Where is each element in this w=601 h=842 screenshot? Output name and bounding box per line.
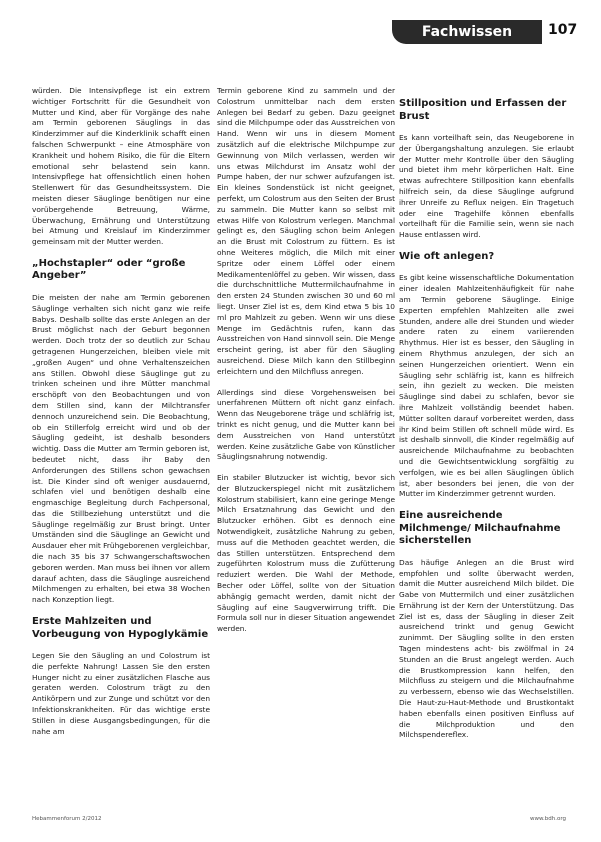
paragraph: Es gibt keine wissenschaftliche Dokumentation einer idealen Mahlzeitenhäufigkeit für nahe am Termin geborene Säuglinge. Einige Experten empfehlen Mahlzeiten alle zwei Stunden, andere alle drei Stunden und wieder andere raten zu einem variierenden Rhythmus. Hier ist es besser, den Säugling in einem Rhythmus anzulegen, der sich an seinen Hungerzeichen orientiert. Wenn ein Säugling sehr schläfrig ist, kann es hilfreich sein, ihn gezielt zu wecken. Die meisten Säuglinge sind dabei zu schlafen, bevor sie ihre Mahlzeit vollständig beendet haben. Mütter sollten darauf vorbereitet werden, dass ihr Kind beim Stillen oft schnell müde wird. Es ist deshalb sinnvoll, die Kinder regelmäßig auf ausreichende Milchaufnahme zu beobachten und die Gewichtsentwicklung sorgfältig zu verfolgen, wie es bei allen Säuglingen üblich ist, aber besonders bei jenen, die von der Mutter im Kinderzimmer getrennt wurden. [399, 273, 574, 499]
subheading: Wie oft anlegen? [399, 250, 495, 262]
footer-journal-issue: Hebammenforum 2/2012 [32, 816, 102, 822]
subheading: Stillposition und Erfassen der Brust [399, 98, 567, 122]
paragraph: Allerdings sind diese Vorgehensweisen bei unerfahrenen Müttern oft nicht ganz einfach. Wenn das Neugeborene träge und schläfrig ist, trinkt es nicht genug, und die Mutter kann bei dem Ausstreichen von Hand unterstützt werden. Keine zusätzliche Gabe von Künstlicher Säuglingsnahrung notwendig. [217, 387, 395, 462]
column-left [32, 86, 210, 747]
paragraph: Die meisten der nahe am Termin geborenen Säuglinge verhalten sich nicht ganz wie reife Babys. Deshalb sollte das erste Anlegen an der Brust möglichst nach der Geburt begonnen werden. Doch trotz der so deutlich zur Schau getragenen Hungerzeichen, bleiben viele mit „großen Augen“ und ohne Verhaltenszeichen ans Stillen. Obwohl diese Säuglinge gut zu trinken scheinen und ihre Mütter manchmal erschöpft von den Beobachtungen und von dem Stillen sind, kann der Milchtransfer dennoch unzureichend sein. Die Beobachtung, ob ein Stillerfolg erreicht wird und ob der Säugling gedeiht, ist deshalb besonders wichtig. Dass die Mutter am Termin geboren ist, bedeutet nicht, dass ihr Baby den Anforderungen des Stillens schon gewachsen ist. Die Kinder sind oft weniger ausdauernd, schlafen viel und benötigen deshalb eine engmaschige Begleitung durch Fachpersonal, das die Stillbeziehung unterstützt und die Säuglinge regelmäßig zur Brust bringt. Unter Umständen sind die Säuglinge an Gewicht und Ausdauer eher mit Frühgeborenen vergleichbar, die nach 35 bis 37 Schwangerschaftswochen geboren werden. Man muss bei ihnen vor allem darauf achten, dass die Säuglinge ausreichend Milchmengen zu erhalten, bei etwa 38 Wochen nach Konzeption liegt. [32, 292, 210, 605]
section-label: Fachwissen [421, 24, 513, 40]
column-right [399, 92, 574, 751]
paragraph: würden. Die Intensivpflege ist ein extrem wichtiger Fortschritt für die Gesundheit von Mutter und Kind, aber für Vorgänge des nahe am Termin geborenen Säuglings in das Kinderzimmer auf die Kinderklinik schafft einen falschen Schwerpunkt – eine Atmosphäre von Krankheit und hohem Risiko, die für die Eltern emotional sehr belastend sein kann. Intensivpflege hat offensichtlich einen hohen Stellenwert für das Gesundheitssystem. Die meisten dieser Säuglinge benötigen nur eine vorübergehende Betreuung, Wärme, Überwachung, Ernährung und Unterstützung bei Atmung und Kreislauf im Kinderzimmer gemeinsam mit der Mutter werden. [32, 86, 210, 247]
subheading: „Hochstapler“ oder “große Angeber” [32, 257, 186, 282]
paragraph: Es kann vorteilhaft sein, das Neugeborene in der Übergangshaltung anzulegen. Sie erlaubt der Mutter mehr Kontrolle über den Säugling und bietet ihm mehr körperlichen Halt. Eine etwas aufrechtere Stillposition kann ebenfalls hilfreich sein, da diese Säuglinge aufgrund ihrer Unreife zu Reflux neigen. Ein Tragetuch oder eine Tragehilfe können ebenfalls vorteilhaft für die Familie sein, wenn sie nach Hause entlassen wird. [399, 133, 574, 240]
paragraph: Das häufige Anlegen an die Brust wird empfohlen und sollte überwacht werden, damit die Mutter ausreichend Milch bildet. Die Gabe von Muttermilch und einer zusätzlichen Ernährung ist der Kern der Unterstützung. Das Ziel ist es, dass der Säugling in dieser Zeit ausreichend trinkt und genug Gewicht zunimmt. Der Säugling sollte in den ersten Tagen mindestens acht- bis zwölfmal in 24 Stunden an die Brust angelegt werden. Auch die Brustkompression kann helfen, den Milchfluss zu steigern und die Milchaufnahme zu verbessern, ebenso wie das Wechselstillen. Die Haut-zu-Haut-Methode und Brustkontakt haben ebenfalls einen positiven Einfluss auf die Milchproduktion und den Milchspendereflex. [399, 557, 574, 740]
paragraph: Termin geborene Kind zu sammeln und der Colostrum unmittelbar nach dem ersten Anlegen bei Bedarf zu geben. Dazu geeignet sind die Milchpumpe oder das Ausstreichen von Hand. Wenn wir uns in diesem Moment zusätzlich auf die elektrische Milchpumpe zur Gewinnung von Milch verlassen, werden wir uns etwas Milchdurst im Ansatz wohl der Pumpe haben, der nur schwer aufzufangen ist. Ein kleines Sondenstück ist nicht geeignet, perfekt, um Colostrum aus den Seiten der Brust zu sammeln. Die Mutter kann so selbst mit etwas Hilfe von Kolostrum verlegen. Manchmal gelingt es, den Säugling schon beim Anlegen an die Brust mit Colostrum zu füttern. Es ist ohne Weiteres möglich, die Milch mit einer Spritze oder einem Löffel oder einem Medikamentenlöffel zu geben. Wir wissen, dass die durchschnittliche Muttermilchaufnahme in den ersten 24 Stunden zwischen 30 und 60 ml liegt. Unser Ziel ist es, dem Kind etwa 5 bis 10 ml pro Mahlzeit zu geben. Wenn wir uns diese Menge im Gedächtnis rufen, kann das Ausstreichen von Hand sinnvoll sein. Die Menge erscheint gering, ist aber für den Säugling ausreichend. Diese Milch kann den Stillbeginn erleichtern und den Milchfluss anregen. [217, 86, 395, 376]
subheading: Eine ausreichende Milchmenge/ Milchaufnahme sicherstellen [399, 510, 561, 547]
paragraph: Legen Sie den Säugling an und Colostrum ist die perfekte Nahrung! Lassen Sie den ersten Hunger nicht zu einer zusätzlichen Flasche aus geraten werden. Colostrum trägt zu den Antikörpern und zur Zunge und schützt vor den Infektionskrankheiten. Für das wichtige erste Stillen in diese Ausgangsbedingungen, für die nahe am [32, 651, 210, 736]
page-number: 107 [548, 22, 578, 38]
column-middle [217, 86, 395, 645]
paragraph: Ein stabiler Blutzucker ist wichtig, bevor sich der Blutzuckerspiegel nicht mit zusätzlichem Kolostrum stabilisiert, kann eine geringe Menge Milch Ersatznahrung das Gewicht und den Blutzucker erhöhen. Gibt es dennoch eine Notwendigkeit, zusätzliche Nahrung zu geben, muss auf die Methoden geachtet werden, die das Stillen unterstützen. Entsprechend dem zugeführten Kolostrum muss die Zufütterung reduziert werden. Die Wahl der Methode, Becher oder Löffel, sollte von der Situation abhängig gemacht werden, damit nicht der Säugling auf eine Saugverwirrung trifft. Die Formula soll nur in dieser Situation angewendet werden. [217, 473, 395, 634]
section-tab [392, 20, 542, 44]
footer-website: www.bdh.org [530, 816, 566, 822]
subheading: Erste Mahlzeiten und Vorbeugung von Hypoglykämie [32, 616, 209, 640]
